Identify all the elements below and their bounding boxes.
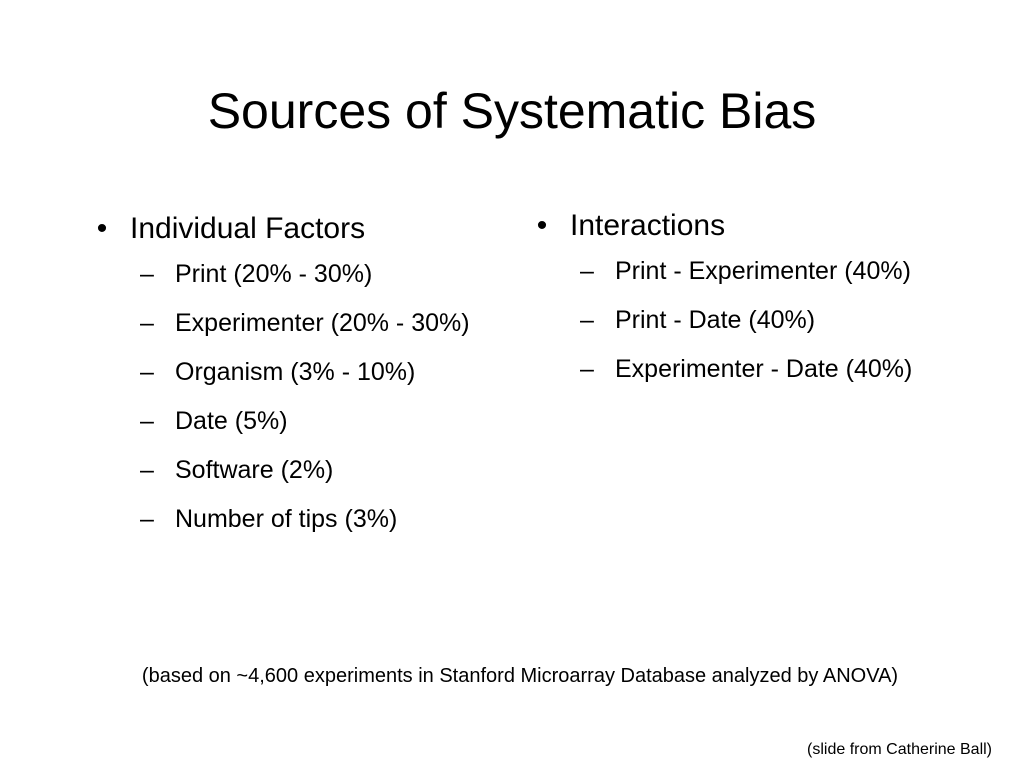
list-item xyxy=(90,451,480,489)
list-item xyxy=(90,500,480,538)
list-item xyxy=(530,301,1000,339)
footnote: (based on ~4,600 experiments in Stanford Microarray Database analyzed by ANOVA) xyxy=(141,665,899,687)
list-item-text: Experimenter (20% - 30%) xyxy=(175,309,470,337)
list-item-text: Date (5%) xyxy=(175,407,288,435)
dash-icon: – xyxy=(580,257,594,285)
dash-icon: – xyxy=(140,260,154,288)
dash-icon: – xyxy=(140,309,154,337)
right-column xyxy=(530,204,1000,399)
bullet-heading: Interactions xyxy=(570,209,726,242)
dash-icon: – xyxy=(140,505,154,533)
bullet-heading: Individual Factors xyxy=(130,212,366,245)
bullet-individual-factors xyxy=(90,207,480,251)
bullet-dot-icon: • xyxy=(536,209,548,242)
slide-credit: (slide from Catherine Ball) xyxy=(807,741,992,758)
list-item-text: Software (2%) xyxy=(175,456,334,484)
list-item-text: Print - Experimenter (40%) xyxy=(615,257,911,285)
list-item xyxy=(90,255,480,293)
bullet-dot-icon: • xyxy=(96,212,108,245)
bullet-interactions xyxy=(530,204,1000,248)
list-item-text: Print - Date (40%) xyxy=(615,306,816,334)
dash-icon: – xyxy=(140,456,154,484)
list-item-text: Organism (3% - 10%) xyxy=(175,358,416,386)
dash-icon: – xyxy=(140,407,154,435)
list-item xyxy=(530,252,1000,290)
dash-icon: – xyxy=(580,355,594,383)
list-item-text: Print (20% - 30%) xyxy=(175,260,373,288)
list-item xyxy=(90,402,480,440)
list-item-text: Experimenter - Date (40%) xyxy=(615,355,913,383)
list-item xyxy=(90,353,480,391)
list-item xyxy=(530,350,1000,388)
dash-icon: – xyxy=(140,358,154,386)
list-item-text: Number of tips (3%) xyxy=(175,505,398,533)
left-column xyxy=(90,207,480,549)
dash-icon: – xyxy=(580,306,594,334)
list-item xyxy=(90,304,480,342)
slide-title: Sources of Systematic Bias xyxy=(207,83,817,139)
interactions-list xyxy=(530,252,1000,388)
individual-factors-list xyxy=(90,255,480,538)
